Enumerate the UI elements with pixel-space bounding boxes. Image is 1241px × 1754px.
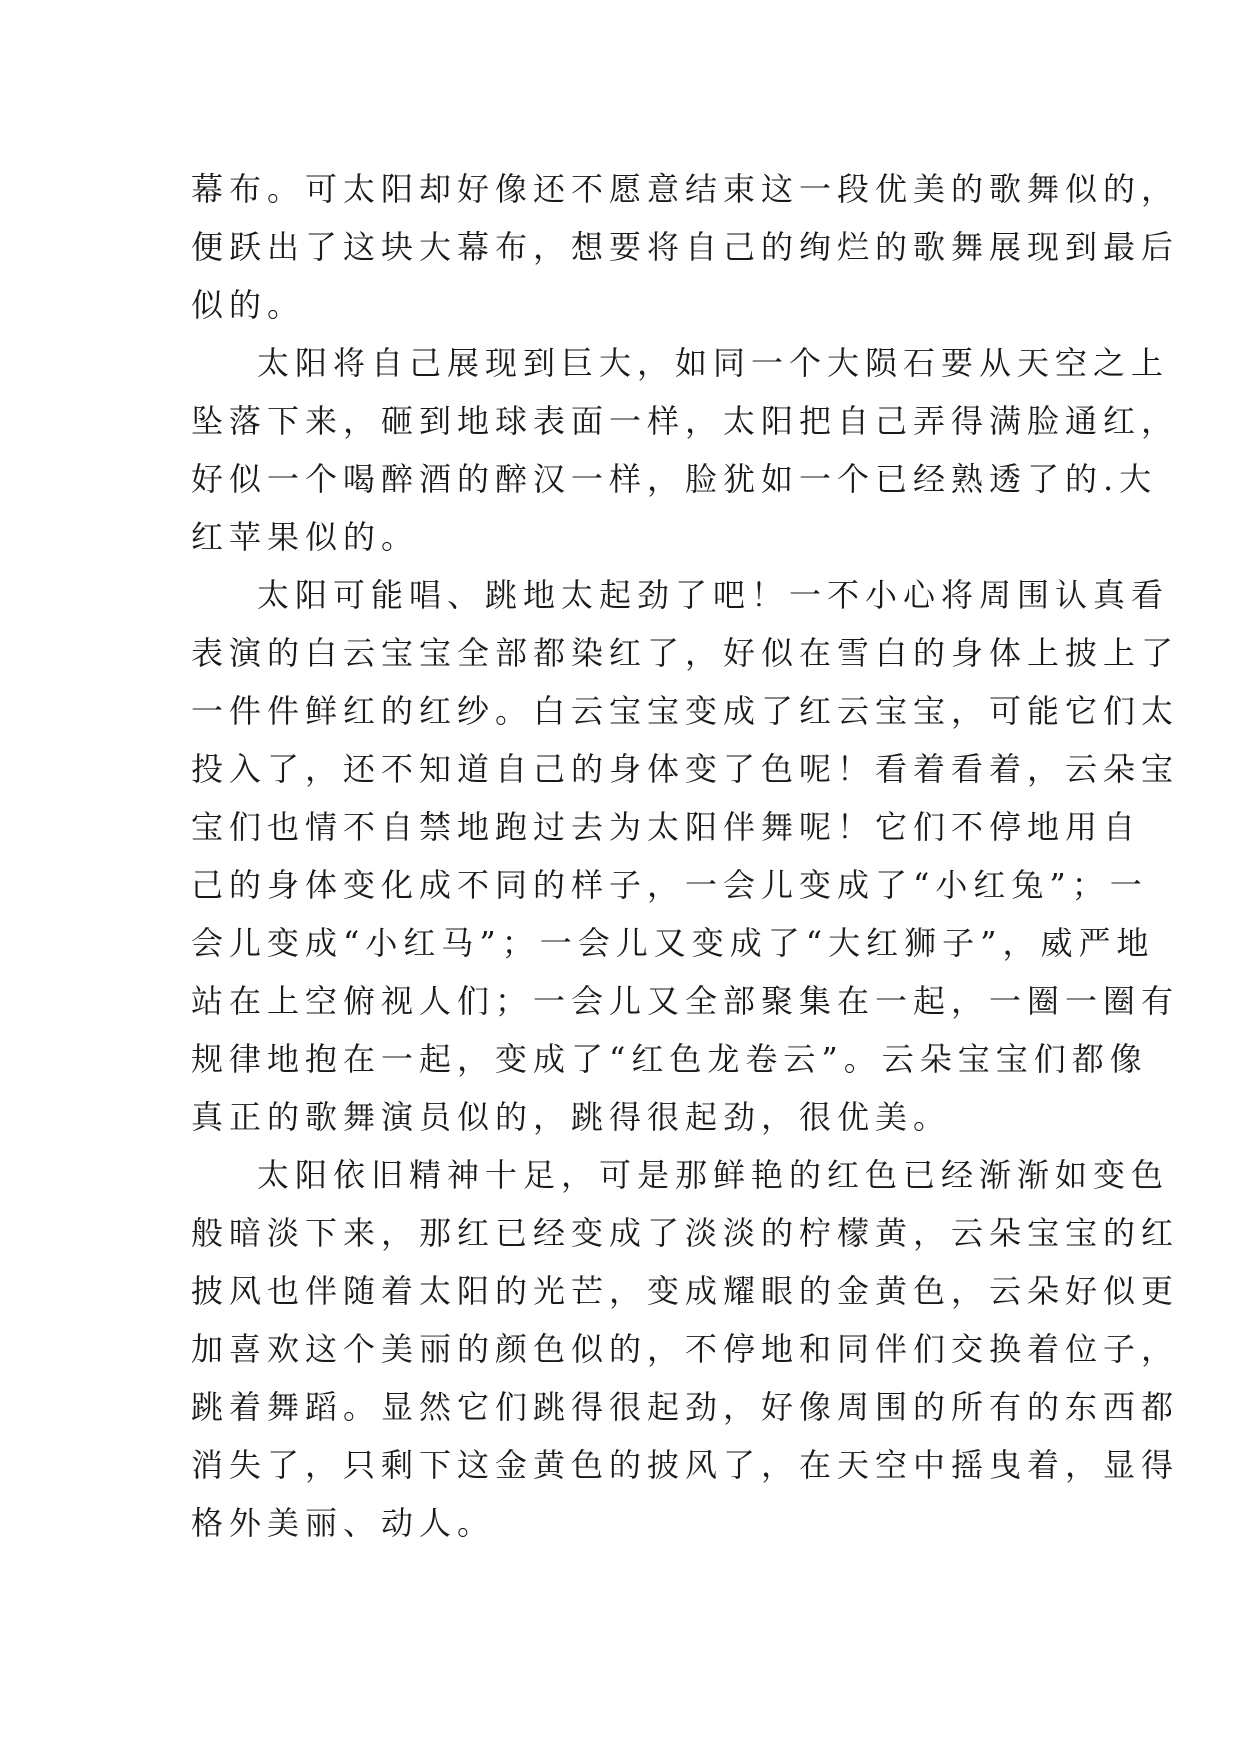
text-line: 便跃出了这块大幕布，想要将自己的绚烂的歌舞展现到最后 [191,228,1180,266]
text-line: 红苹果似的。 [191,518,420,556]
text-line: 己的身体变化成不同的样子，一会儿变成了“小红兔”；一 [191,866,1148,904]
text-line: 宝们也情不自禁地跑过去为太阳伴舞呢！它们不停地用自 [191,808,1142,846]
text-line: 格外美丽、动人。 [191,1504,496,1542]
paragraph-first-line: 太阳依旧精神十足，可是那鲜艳的红色已经渐渐如变色 [257,1156,1170,1194]
text-line: 规律地抱在一起，变成了“红色龙卷云”。云朵宝宝们都像 [191,1040,1148,1078]
text-line: 消失了，只剩下这金黄色的披风了，在天空中摇曳着，显得 [191,1446,1180,1484]
body-text [191,160,1180,1552]
text-line: 真正的歌舞演员似的，跳得很起劲，很优美。 [191,1098,952,1136]
text-line: 幕布。可太阳却好像还不愿意结束这一段优美的歌舞似的， [191,170,1180,208]
paragraph-first-line: 太阳可能唱、跳地太起劲了吧！一不小心将周围认真看 [257,576,1170,614]
paragraph-first-line: 太阳将自己展现到巨大，如同一个大陨石要从天空之上 [257,344,1170,382]
text-line: 一件件鲜红的红纱。白云宝宝变成了红云宝宝，可能它们太 [191,692,1180,730]
text-line: 坠落下来，砸到地球表面一样，太阳把自己弄得满脸通红， [191,402,1180,440]
text-line: 加喜欢这个美丽的颜色似的，不停地和同伴们交换着位子， [191,1330,1180,1368]
text-line: 好似一个喝醉酒的醉汉一样，脸犹如一个已经熟透了的.大 [191,460,1158,498]
text-line: 会儿变成“小红马”；一会儿又变成了“大红狮子”，威严地 [191,924,1155,962]
text-line: 站在上空俯视人们；一会儿又全部聚集在一起，一圈一圈有 [191,982,1180,1020]
text-line: 般暗淡下来，那红已经变成了淡淡的柠檬黄，云朵宝宝的红 [191,1214,1180,1252]
text-line: 投入了，还不知道自己的身体变了色呢！看着看着，云朵宝 [191,750,1180,788]
text-line: 跳着舞蹈。显然它们跳得很起劲，好像周围的所有的东西都 [191,1388,1180,1426]
text-line: 似的。 [191,286,306,324]
text-line: 披风也伴随着太阳的光芒，变成耀眼的金黄色，云朵好似更 [191,1272,1180,1310]
text-line: 表演的白云宝宝全部都染红了，好似在雪白的身体上披上了 [191,634,1180,672]
